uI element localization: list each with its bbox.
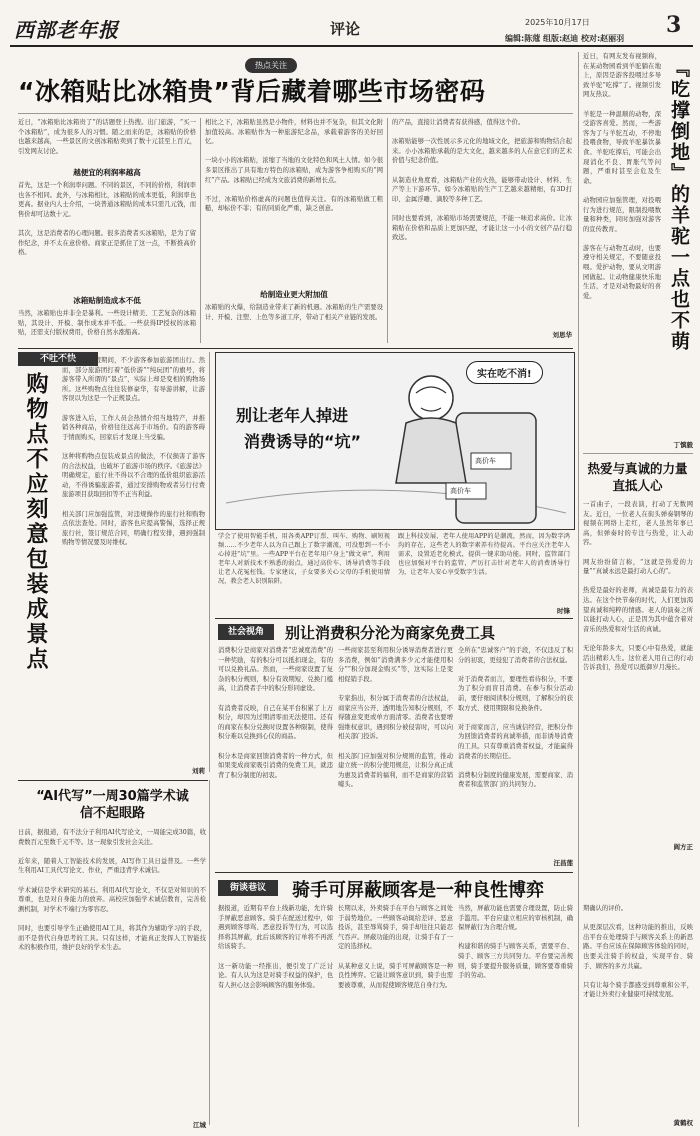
lead-subhead-2: 冰箱贴制造成本不低	[73, 296, 141, 305]
right-col-author-2: 阎方正	[673, 843, 693, 851]
newspaper-logo: 西部老年报	[14, 18, 119, 42]
right-col-headline: 『吃撑倒地』的羊驼一点也不萌	[668, 58, 690, 352]
street-col2-text: 长期以来，外卖骑手在平台与顾客之间处于弱势地位。一些顾客动辄给差评、恶意投诉，甚至辱骂骑手，骑手却往往只能忍气吞声。屏蔽功能的出现，让骑手有了一定的选择权。 从某种意义上说，骑手可屏蔽顾客是一种良性博弈。它能让顾客意识到，骑手也需要被尊重，从而促使顾客规范自身行为。	[338, 905, 453, 989]
social-col1-text: 消费积分是商家对消费者“忠诚度消费”的一种奖励，有的积分可以抵扣现金，有的可以兑换礼品。然而，一些商家设置了复杂的积分规则，积分有效期短、兑换门槛高，让消费者手中的积分形同虚设。 有消费者反映，自己在某平台积累了上万积分，却因为过期清零而无法使用。还有的商家在积分兑换时设置各种限制，使得积分难以兑换到心仪的商品。 积分本是商家回馈消费者的一种方式，但如果变成商家吸引消费的免费工具，就违背了积分制度的初衷。	[218, 647, 333, 779]
right-col-rule	[583, 453, 693, 454]
opinion-headline: 购物点不应刻意包装成景点	[23, 372, 48, 672]
lead-col-1	[18, 118, 196, 359]
lead-bottom-rule	[18, 348, 573, 349]
divider	[387, 118, 388, 343]
lead-col-3	[392, 118, 572, 339]
right-col-headline-2: 热爱与真诚的力量直抵人心	[587, 461, 688, 493]
cartoon-title-line-1: 别让老年人掉进	[236, 406, 349, 425]
social-col3-text: 全所在“忠诚客户”的手段，不仅违反了积分的初衷，更侵犯了消费者的合法权益。 对于消费者而言，要理性看待积分，不要为了积分而盲目消费。在参与积分活动前，要仔细阅读积分规则，了解积分的获取方式、使用期限和兑换条件。 对于商家而言，应当诚信经营，把积分作为回馈消费者的真诚举措，而非诱导消费的工具。只有尊重消费者权益，才能赢得消费者的长期信任。 消费积分制度的健康发展，需要商家、消费者和监管部门的共同努力。	[458, 647, 573, 789]
cartoon-caption-1: 学会了使用智能手机，用各类APP订票、叫车、购物、刷短视频……不少老年人以为自己跟上了数字潮流，可没想到一不小心掉进“坑”里。一些APP平台在老年用户身上“做文章”，利用老年人对新技术不熟悉的弱点，通过高价车、诱导消费等手段让老人花冤枉钱。专家建议，子女要多关心父母的手机使用情况，教会老人识别陷阱。	[218, 533, 390, 585]
street-col4-text: 期确认的评价。 从更深层次看，这种功能的推出，反映出平台在处理骑手与顾客关系上的新思路。平台应该在保障顾客体验的同时，也要关注骑手的权益，实现平台、骑手、顾客的多方共赢。 只有让每个骑手都感受到尊重和公平，才能让外卖行业健康可持续发展。	[583, 905, 693, 999]
social-rule	[215, 618, 573, 619]
social-author: 汪昌莲	[553, 859, 573, 867]
speech-bubble: 实在吃不消!	[466, 361, 543, 384]
divider	[209, 780, 210, 1125]
right-col-text: 近日，有网友发布视频称，在某动物园看到羊驼躺在地上，原因是游客投喂过多导致羊驼“吃撑”了。视频引发网友热议。 羊驼是一种温顺的动物，深受游客喜爱。然而，一些游客为了与羊驼互动，不停地投喂食物，导致羊驼暴饮暴食。羊驼吃撑后，可能会出现消化不良、胃胀气等问题，严重时甚至会危及生命。 动物园应加强管理，对投喂行为进行规范，限制投喂数量和种类，同时加强对游客的宣传教育。 游客在与动物互动时，也要遵守相关规定，不要随意投喂。爱护动物，要从文明游园做起。让动物健康快乐地生活，才是对动物最好的喜爱。	[583, 53, 661, 300]
street-rule	[215, 872, 573, 873]
lead-col2-text2: 冰箱贴的火爆，给制造业带来了新的机遇。冰箱贴的生产需要设计、开模、注塑、上色等多道工序，带动了相关产业链的发展。	[205, 304, 383, 321]
right-col-top	[583, 52, 693, 437]
street-col3-text: 当然，屏蔽功能也需要合理设置，防止骑手滥用。平台应建立相应的审核机制，确保屏蔽行为合理合规。 构建和谐的骑手与顾客关系，需要平台、骑手、顾客三方共同努力。平台要完善规则，骑手要提升服务质量，顾客要尊重骑手的劳动。	[458, 905, 573, 980]
lead-col3-text: 的产品，直接让消费者有获得感，值得这个价。 冰箱贴能够一次性展示多元化的地域文化，把旅游和购物结合起来。小小冰箱贴承载的是大文化，越来越多的人在意它们的艺术价值与纪念价值。 从制造业角度看，冰箱贴产业的火热，能够带动设计、材料、生产等上下游环节。如今冰箱贴的生产工艺越来越精细，有3D打印、金属浮雕、滴胶等多种工艺。 同时也要看到，冰箱贴市场需要规范，不能一味追求高价。让冰箱贴在价格和品质上更加匹配，才能让这一小小的文创产品行稳致远。	[392, 119, 572, 242]
right-col-text-2: 一首曲子，一段表演，打动了无数网友。近日，一位老人在街头弹奏钢琴的视频在网络上走红，老人虽然年事已高，但弹奏时的专注与热爱，让人动容。 网友纷纷留言称，“这就是热爱的力量”“真诚永远是最打动人心的”。 热爱是最好的老师，真诚是最有力的表达。在这个快节奏的时代，人们更加渴望真诚和纯粹的情感。老人的演奏之所以能打动人心，正是因为其中蕴含着对音乐的热爱和对生活的真诚。 无论年龄多大，只要心中有热爱，就能活出精彩人生。这位老人用自己的行动告诉我们，热爱可以抵御岁月漫长。	[583, 501, 693, 672]
divider	[200, 118, 201, 343]
lead-intro: 近日，“冰箱贴比冰箱贵了”的话题登上热搜。出门旅游，“买一个冰箱贴”，成为很多人的习惯。随之而来的是，冰箱贴的价格也越来越高，一些景区的文创冰箱贴卖到了数十元甚至上百元，引发网友讨论。	[18, 119, 196, 155]
social-headline: 别让消费积分沦为商家免费工具	[285, 624, 496, 642]
lead-col1-text: 首先，这是一个利润率问题。不同的景区，不同的价格，利润率也各不相同。此外，与冰箱相比，冰箱贴的成本更低，利润率也更高。据业内人士介绍，一块普通冰箱贴的成本只需几元钱，而售价却可达数十元。 其次，这是消费者的心理问题。很多消费者买冰箱贴，是为了留作纪念，并不太在意价格。商家正是抓住了这一点，不断推高价格。	[18, 182, 196, 257]
cartoon-author: 时锋	[557, 607, 570, 615]
ai-author: 江城	[193, 1121, 206, 1129]
cartoon-caption-2: 跟上科技发展、老年人使用APP的是潮流，然而，因为数字鸿沟的存在，这些老人的数字素养有待提高。平台应关注老年人需求，设置适老化模式，提供一键求助功能。同时，监管部门也应加强对平台的监管，严厉打击针对老年人的消费诱导行为，让老年人安心享受数字生活。	[398, 533, 570, 576]
street-tag: 街谈巷议	[218, 880, 278, 896]
issue-date: 2025年10月17日	[525, 18, 590, 27]
ai-rule	[18, 780, 208, 781]
lead-subhead-3: 给制造业更大附加值	[260, 290, 328, 299]
hot-topic-tag: 热点关注	[245, 58, 297, 73]
editors-line: 编辑:陈蔻 组版:赵迪 校对:赵丽羽	[505, 34, 625, 43]
social-tag: 社会视角	[218, 624, 274, 640]
cartoon-title-line-2: 消费诱导的“坑”	[244, 432, 362, 451]
page-number: 3	[666, 12, 682, 38]
ai-text: 日前，据报道，有不法分子利用AI代写论文，一周能完成30篇，收费数百元至数千元不等。这一现象引发社会关注。 近年来，随着人工智能技术的发展，AI写作工具日益普及。一些学生利用AI工具代写论文、作业，严重违背学术诚信。 学术诚信是学术研究的基石。利用AI代写论文，不仅是对知识的不尊重，也是对自身能力的放弃。高校应加强学术诚信教育，完善检测机制，对学术不端行为零容忍。 同时，也要引导学生正确使用AI工具，将其作为辅助学习的手段，而不是替代自身思考的工具。只有这样，才能真正发挥人工智能技术的积极作用，维护良好的学术生态。	[18, 829, 206, 952]
right-col-author: 丁慎毅	[673, 441, 693, 449]
cartoon-sign-right: 高价车	[450, 487, 471, 495]
opinion-tag: 不吐不快	[18, 352, 98, 366]
ai-headline: “AI代写”一周30篇学术诚信不起眼路	[36, 789, 189, 821]
lead-col2-text: 相比之下，冰箱贴虽然是小物件，材料也并不复杂，但其文化附加值较高。冰箱贴作为一种旅游纪念品，承载着游客的美好回忆。 一块小小的冰箱贴，浓缩了当地的文化特色和风土人情。如今很多景区推出了具有地方特色的冰箱贴，成为游客争相购买的“网红”产品。冰箱贴已经成为文旅消费的新增长点。 不过，冰箱贴价格虚高的问题也值得关注。有的冰箱贴做工粗糙，却标价不菲；有的同质化严重，缺乏创意。	[205, 119, 383, 213]
lead-col-2	[205, 118, 383, 343]
opinion-text: 国庆中秋长假期间，不少游客参加旅游团出行。然而，部分旅游团打着“低价游”“纯玩团”的旗号，将游客带入所谓的“景点”，实际上却是变相的购物场所。这些购物点往往装修豪华，有导游讲解，让游客误以为这是一个正规景点。 游客进入后，工作人员会热情介绍当地特产，并推销各种商品，价格往往远高于市场价。有的游客碍于情面购买，回家后才发现上当受骗。 这种将购物点包装成景点的做法，不仅损害了游客的合法权益，也破坏了旅游市场的秩序。《旅游法》明确规定，旅行社不得以不合理的低价组织旅游活动，不得诱骗旅游者，通过安排购物或者另行付费旅游项目获取回扣等不正当利益。 相关部门应加强监管，对违规操作的旅行社和购物点依法查处。同时，游客也应提高警惕，选择正规旅行社，签订规范合同，明确行程安排，遇到强制购物等情况要及时维权。	[62, 357, 205, 547]
lead-author: 刘思华	[552, 331, 572, 339]
lead-rule	[18, 113, 573, 114]
cartoon-panel	[215, 352, 575, 530]
social-col2-text: 一些商家甚至利用积分诱导消费者进行更多消费，例如“消费满多少元才能使用积分”“积分加现金购买”等，这实际上是变相促销手段。 专家指出，积分属于消费者的合法权益，商家应当公开、透明地告知积分规则，不得随意变更或单方面清零。消费者也要增强维权意识，遇到积分被侵害时，可以向相关部门投诉。 相关部门应加强对积分规则的监管，推动建立统一的积分使用规范，让积分真正成为惠及消费者的福利，而不是商家的营销噱头。	[338, 647, 453, 789]
street-headline: 骑手可屏蔽顾客是一种良性博弈	[292, 880, 544, 901]
right-col-divider	[578, 52, 579, 1127]
section-title: 评论	[330, 20, 361, 38]
divider	[209, 352, 210, 772]
street-col1-text: 据报道，近期有平台上线新功能，允许骑手屏蔽恶意顾客。骑手在配送过程中，如遇到顾客辱骂、恶意投诉等行为，可以选择将其屏蔽，此后该顾客的订单将不再派给该骑手。 这一新功能一经推出，便引发了广泛讨论。有人认为这是对骑手权益的保护，也有人担心这会影响顾客的服务体验。	[218, 905, 333, 989]
street-author: 黄鹤权	[673, 1119, 693, 1127]
lead-col1-text2: 当然，冰箱贴也并非全是暴利。一些设计精美、工艺复杂的冰箱贴，其设计、开模、制作成本并不低。一些获得IP授权的冰箱贴，还需支付版权费用，价格自然水涨船高。	[18, 310, 196, 337]
lead-subhead-1: 越便宜的利润率越高	[73, 168, 141, 177]
opinion-author: 刘莉	[192, 767, 205, 775]
lead-headline: “冰箱贴比冰箱贵”背后藏着哪些市场密码	[18, 77, 486, 106]
header-rule	[10, 45, 693, 47]
cartoon-sign-left: 高价车	[475, 457, 496, 465]
